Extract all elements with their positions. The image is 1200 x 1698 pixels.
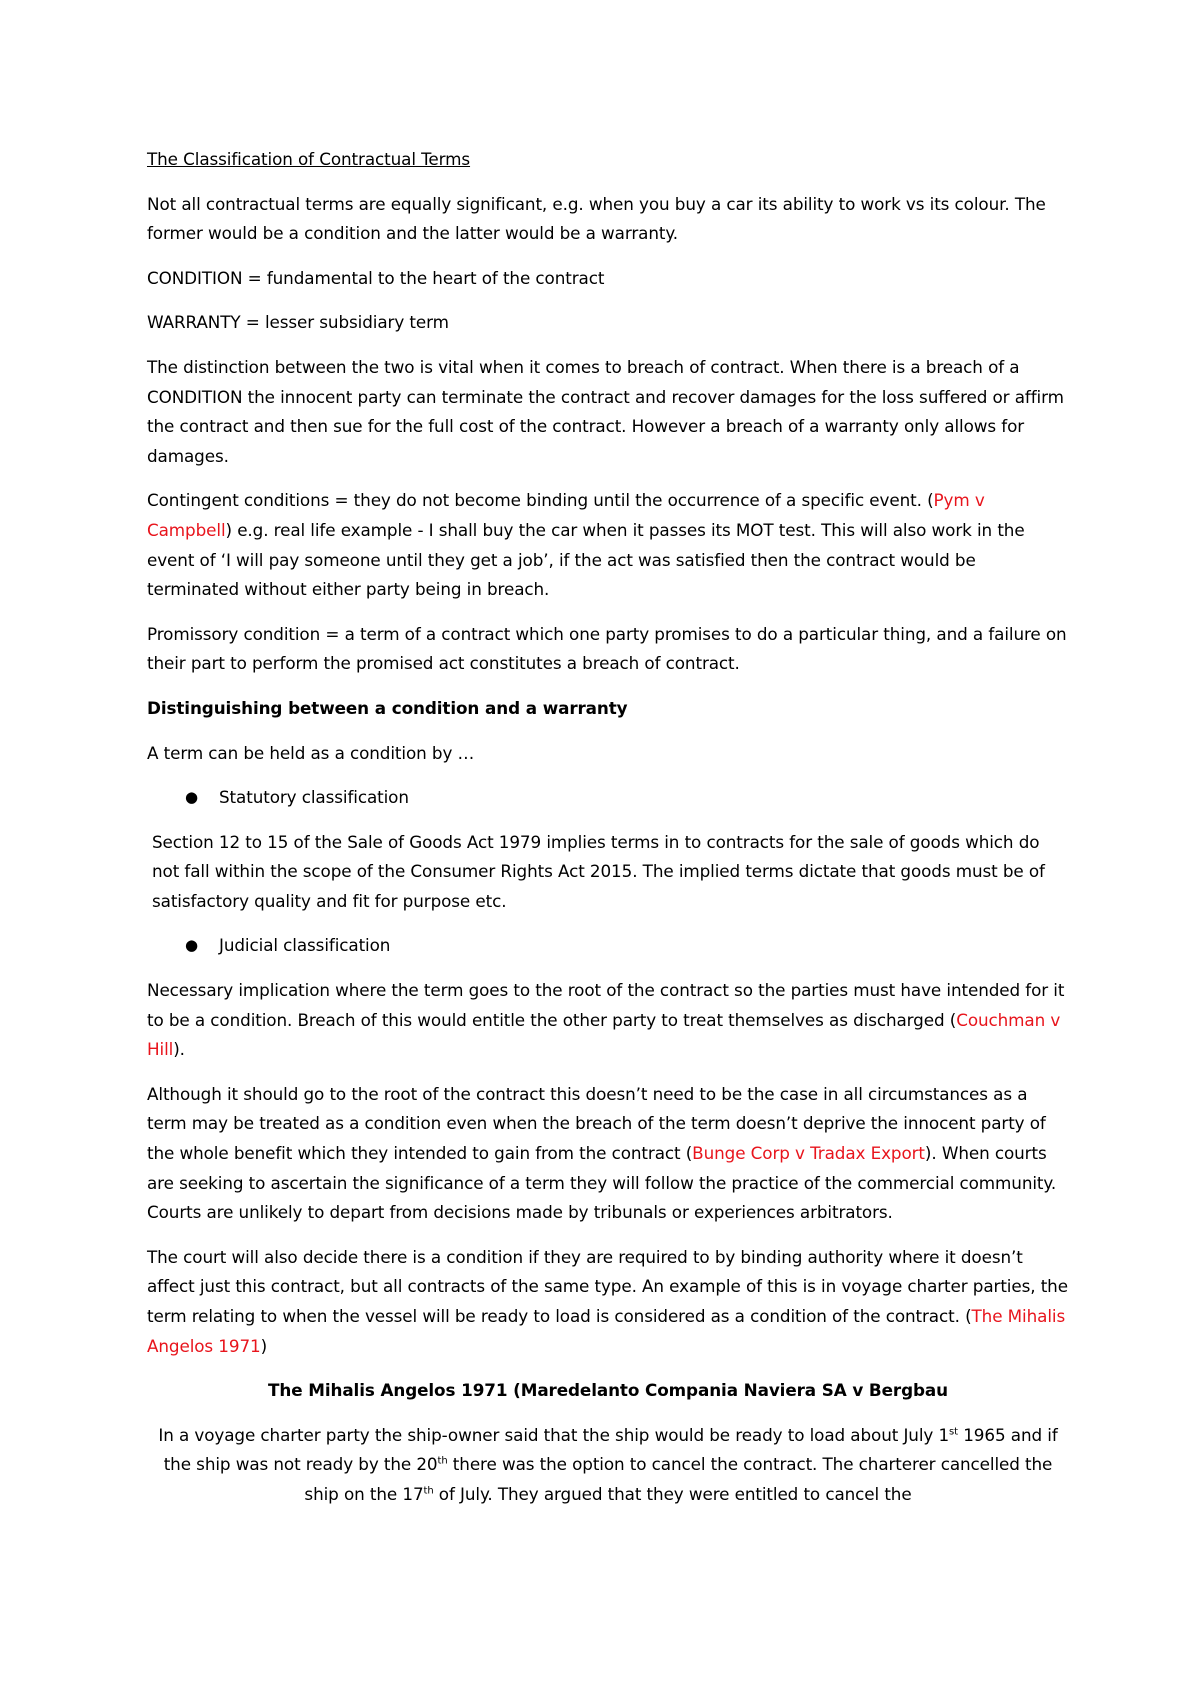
bullet-icon: ●: [185, 788, 198, 807]
document-body: [147, 145, 1069, 1525]
case-citation-couchman-v-hill: Couchman v Hill: [147, 1009, 1061, 1060]
paragraph-court-decides: [147, 1243, 1069, 1361]
paragraph-condition-definition: CONDITION = fundamental to the heart of the contract: [147, 267, 605, 288]
case-citation-pym-v-campbell: Pym v Campbell: [147, 490, 985, 540]
superscript-th: th: [423, 1485, 434, 1497]
paragraph-text: 1965 and if the ship was not ready by the 20: [163, 1424, 1058, 1475]
paragraph-distinction: The distinction between the two is vital when it comes to breach of contract. When there is a breach of a CONDITION the innocent party can terminate the contract and recover damages for the loss suffered or affirm the contract and then sue for the full cost of the contract. However a breach of a warranty only allows for damages.: [147, 356, 1064, 466]
document-title: The Classification of Contractual Terms: [147, 149, 471, 169]
paragraph-text: ). When courts are seeking to ascertain the significance of a term they will follow the practice of the commercial community. Courts are unlikely to depart from decisions made by tribunals or experiences arbitrators.: [147, 1143, 1057, 1223]
paragraph-warranty-definition: WARRANTY = lesser subsidiary term: [147, 312, 449, 333]
paragraph-text: Although it should go to the root of the contract this doesn’t need to be the case in all circumstances as a term may be treated as a condition even when the breach of the term doesn’t deprive the innocent party of the whole benefit which they intended to gain from the contract (: [147, 1083, 1046, 1164]
paragraph-text: In a voyage charter party the ship-owner said that the ship would be ready to load about July 1: [158, 1424, 950, 1445]
paragraph-text: Necessary implication where the term goes to the root of the contract so the parties must have intended for it to be a condition. Breach of this would entitle the other party to treat themselves as discharged (: [147, 980, 1065, 1030]
paragraph-contingent-conditions: [147, 486, 1069, 604]
bullet-icon: ●: [185, 936, 198, 955]
list-item-label: Judicial classification: [219, 935, 391, 956]
case-citation-mihalis-angelos: The Mihalis Angelos 1971: [147, 1306, 1066, 1356]
superscript-st: st: [949, 1426, 958, 1438]
paragraph-although: [147, 1080, 1069, 1228]
section-heading-mihalis-angelos: The Mihalis Angelos 1971 (Maredelanto Compania Naviera SA v Bergbau: [268, 1380, 948, 1401]
paragraph-text: there was the option to cancel the contract. The charterer cancelled the ship on the 17: [304, 1454, 1053, 1504]
paragraph-text: The court will also decide there is a condition if they are required to by binding authority where it doesn’t affect just this contract, but all contracts of the same type. An example of this is in voyage charter parties, the term relating to when the vessel will be ready to load is considered as a condition of the contract. (: [147, 1246, 1068, 1326]
paragraph-term-held: A term can be held as a condition by …: [147, 742, 475, 763]
paragraph-text: ): [260, 1335, 268, 1356]
list-item-judicial: [147, 931, 1069, 961]
paragraph-statutory: Section 12 to 15 of the Sale of Goods Act 1979 implies terms in to contracts for the sale of goods which do not fall within the scope of the Consumer Rights Act 2015. The implied terms dictate that goods must be of satisfactory quality and fit for purpose etc.: [152, 831, 1045, 911]
paragraph-text: of July. They argued that they were entitled to cancel the: [433, 1483, 912, 1504]
list-item-statutory: [147, 783, 1069, 813]
paragraph-promissory-condition: Promissory condition = a term of a contract which one party promises to do a particular thing, and a failure on their part to perform the promised act constitutes a breach of contract.: [147, 623, 1067, 674]
case-citation-bunge-corp: Bunge Corp v Tradax Export: [692, 1143, 925, 1164]
paragraph-intro: Not all contractual terms are equally significant, e.g. when you buy a car its ability to work vs its colour. The former would be a condition and the latter would be a warranty.: [147, 193, 1046, 244]
paragraph-necessary-implication: [147, 976, 1069, 1065]
paragraph-text: ) e.g. real life example - I shall buy the car when it passes its MOT test. This will also work in the event of ‘I will pay someone until they get a job’, if the act was satisfied then the contract would be terminated without either party being in breach.: [147, 519, 1025, 600]
superscript-th: th: [437, 1455, 448, 1467]
list-item-label: Statutory classification: [219, 787, 409, 808]
paragraph-voyage-charter: [147, 1421, 1069, 1510]
paragraph-text: Contingent conditions = they do not become binding until the occurrence of a specific event. (: [147, 490, 934, 511]
section-heading-distinguishing: Distinguishing between a condition and a warranty: [147, 697, 628, 718]
paragraph-text: ).: [173, 1039, 185, 1060]
